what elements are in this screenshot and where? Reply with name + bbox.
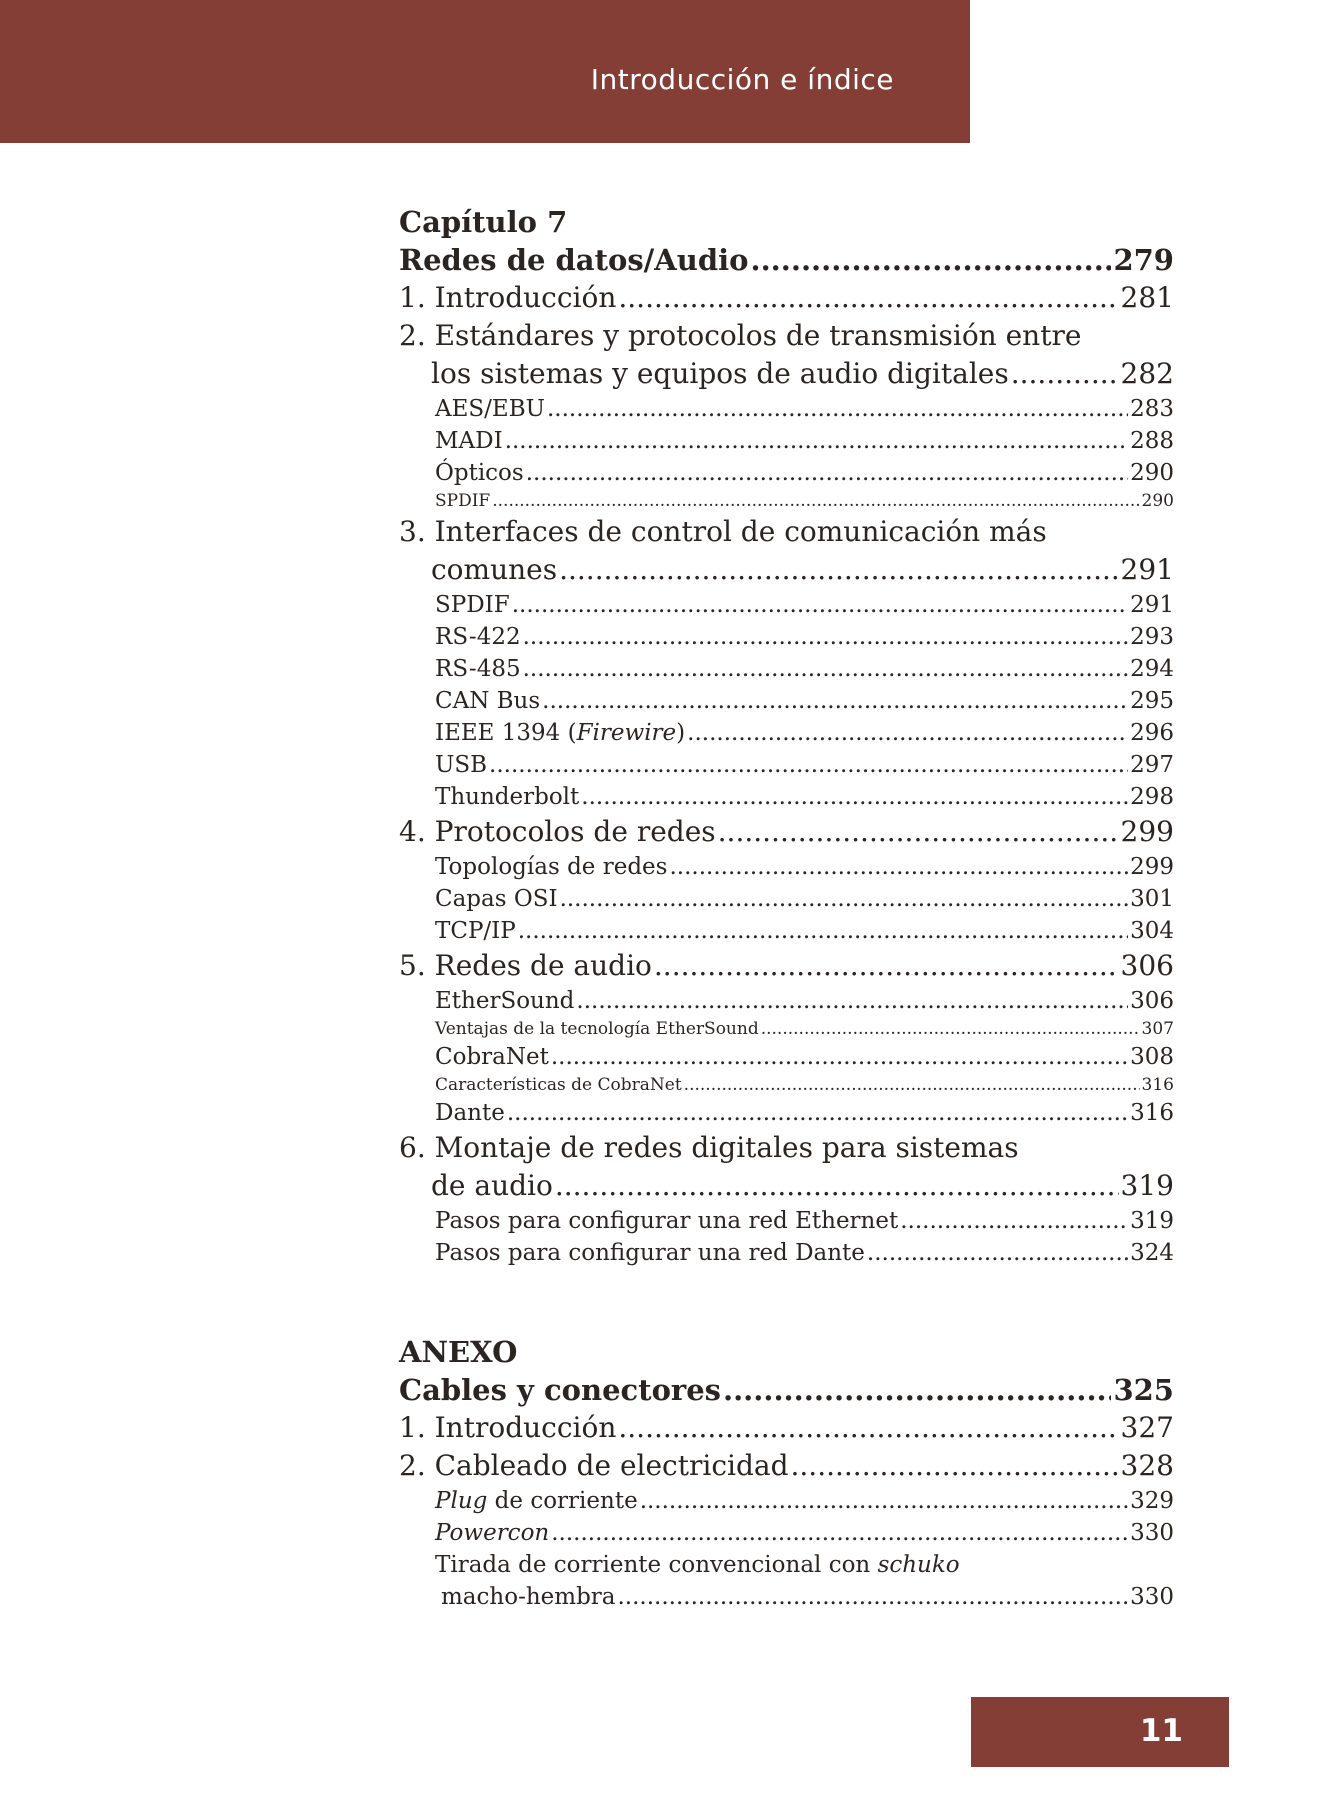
toc-entry-text: TCP/IP: [435, 918, 516, 944]
toc-entry-text: Tirada de corriente convencional con: [435, 1552, 878, 1578]
toc-entry-title: [435, 457, 524, 489]
toc-entry-text: Características de CobraNet: [435, 1075, 682, 1095]
toc-entry: [399, 1237, 1174, 1269]
toc-entry-page: 330: [1130, 1584, 1174, 1610]
toc-entry-text: Capas OSI: [435, 886, 558, 912]
dot-leader: [523, 621, 1129, 653]
toc-entry-page: 295: [1130, 688, 1174, 714]
toc-entry-title: [399, 241, 748, 279]
toc-entry-title: [435, 1097, 505, 1129]
toc-entry-title: [399, 1409, 616, 1447]
toc-entry-title: [435, 749, 487, 781]
toc-entry-page: 291: [1130, 592, 1174, 618]
toc-entry: [399, 851, 1174, 883]
table-of-contents: [399, 203, 1174, 1677]
section-heading: Capítulo 7: [399, 205, 568, 239]
toc-entry-text: comunes: [431, 553, 558, 586]
toc-entry-text: MADI: [435, 428, 503, 454]
toc-entry-title: [435, 915, 516, 947]
toc-entry-text: Topologías de redes: [435, 854, 668, 880]
dot-leader: [750, 241, 1111, 279]
dot-leader: [542, 685, 1128, 717]
toc-entry-title: [435, 425, 503, 457]
toc-entry: [399, 513, 1174, 551]
toc-entry-text: 4. Protocolos de redes: [399, 815, 716, 848]
toc-entry-title: [435, 985, 574, 1017]
toc-entry-title: [435, 1041, 549, 1073]
toc-entry-text: SPDIF: [435, 491, 491, 511]
dot-leader: [492, 489, 1139, 513]
dot-leader: [551, 1517, 1128, 1549]
dot-leader: [867, 1237, 1128, 1269]
toc-entry-text: Redes de datos/Audio: [399, 243, 749, 277]
toc-entry-title: [435, 1237, 865, 1269]
toc-entry-title: [431, 1167, 553, 1205]
toc-entry-page: 327: [1120, 1411, 1174, 1444]
dot-leader: [618, 1581, 1129, 1613]
dot-leader: [761, 1017, 1140, 1041]
toc-entry: [399, 749, 1174, 781]
toc-entry-text: Cables y conectores: [399, 1373, 721, 1407]
toc-entry-page: 299: [1130, 854, 1174, 880]
toc-entry: [399, 1073, 1174, 1097]
toc-entry-title: [435, 883, 558, 915]
toc-entry-page: 329: [1130, 1488, 1174, 1514]
toc-entry: [399, 393, 1174, 425]
toc-entry: [399, 947, 1174, 985]
toc-entry-page: 283: [1130, 396, 1174, 422]
toc-entry: [399, 1409, 1174, 1447]
toc-entry-title: [399, 1371, 721, 1409]
toc-entry-text: Thunderbolt: [435, 784, 580, 810]
toc-entry-title: [399, 279, 616, 317]
toc-entry-title: [435, 1205, 898, 1237]
toc-entry-text: 2. Estándares y protocolos de transmisión entre: [399, 319, 1082, 352]
toc-entry: [399, 813, 1174, 851]
toc-entry-title: [435, 489, 490, 513]
toc-entry-page: 325: [1113, 1373, 1174, 1407]
toc-entry: [399, 985, 1174, 1017]
toc-entry-title: [399, 947, 652, 985]
toc-entry: [399, 1371, 1174, 1409]
toc-entry-title: [435, 1017, 759, 1041]
toc-entry-title: [435, 685, 540, 717]
toc-entry-text: Ventajas de la tecnología EtherSound: [435, 1019, 759, 1039]
toc-entry: [399, 1549, 1174, 1581]
toc-entry: [399, 1581, 1174, 1613]
toc-entry: [399, 425, 1174, 457]
dot-leader: [523, 653, 1129, 685]
dot-leader: [507, 1097, 1128, 1129]
dot-leader: [669, 851, 1128, 883]
toc-entry-title: [441, 1581, 616, 1613]
dot-leader: [489, 749, 1128, 781]
toc-entry-text: de audio: [431, 1169, 553, 1202]
toc-entry: [399, 551, 1174, 589]
toc-entry: [399, 621, 1174, 653]
toc-entry-title: [435, 717, 685, 749]
toc-entry-page: 308: [1130, 1044, 1174, 1070]
toc-entry: [399, 589, 1174, 621]
toc-entry-page: 296: [1130, 720, 1174, 746]
toc-entry-italic: Plug: [435, 1488, 488, 1514]
dot-leader: [900, 1205, 1128, 1237]
dot-leader: [581, 781, 1128, 813]
toc-entry-text: Dante: [435, 1100, 505, 1126]
toc-entry-page: 330: [1130, 1520, 1174, 1546]
toc-entry-italic: schuko: [877, 1552, 960, 1578]
dot-leader: [684, 1073, 1140, 1097]
dot-leader: [1011, 355, 1119, 393]
toc-entry-page: 328: [1120, 1449, 1174, 1482]
toc-entry-page: 297: [1130, 752, 1174, 778]
header-band: [0, 0, 970, 143]
toc-entry-text: Ópticos: [435, 460, 524, 486]
toc-entry-text: de corriente: [487, 1488, 638, 1514]
toc-entry-page: 294: [1130, 656, 1174, 682]
toc-entry-text: 1. Introducción: [399, 1411, 617, 1444]
toc-entry-page: 304: [1130, 918, 1174, 944]
header-title: Introducción e índice: [590, 63, 894, 96]
toc-entry-italic: Firewire: [576, 720, 677, 746]
toc-entry-title: [435, 1073, 682, 1097]
toc-entry-text: IEEE 1394 (: [435, 720, 577, 746]
toc-entry-page: 306: [1130, 988, 1174, 1014]
dot-leader: [555, 1167, 1119, 1205]
toc-entry-text: 1. Introducción: [399, 281, 617, 314]
toc-section: [399, 203, 1174, 1269]
section-heading: ANEXO: [399, 1335, 518, 1369]
dot-leader: [518, 915, 1128, 947]
toc-entry-text: RS-485: [435, 656, 521, 682]
dot-leader: [640, 1485, 1128, 1517]
dot-leader: [718, 813, 1119, 851]
toc-entry-page: 301: [1130, 886, 1174, 912]
dot-leader: [723, 1371, 1111, 1409]
toc-entry: [399, 915, 1174, 947]
toc-entry-title: [435, 589, 510, 621]
toc-entry-text: Pasos para configurar una red Ethernet: [435, 1208, 899, 1234]
toc-entry-title: [435, 393, 545, 425]
toc-entry-title: [431, 551, 557, 589]
toc-entry-text: los sistemas y equipos de audio digitales: [431, 357, 1009, 390]
toc-entry-page: 299: [1120, 815, 1174, 848]
dot-leader: [576, 985, 1128, 1017]
toc-entry-page: 316: [1141, 1075, 1174, 1095]
toc-entry-page: 319: [1120, 1169, 1174, 1202]
dot-leader: [618, 279, 1118, 317]
toc-entry-suffix: ): [676, 720, 686, 746]
toc-entry-text: 6. Montaje de redes digitales para sistemas: [399, 1131, 1019, 1164]
toc-entry: [399, 685, 1174, 717]
toc-entry: [399, 1017, 1174, 1041]
toc-entry-title: [399, 1131, 1019, 1164]
toc-entry: [399, 717, 1174, 749]
toc-entry: [399, 317, 1174, 355]
dot-leader: [505, 425, 1128, 457]
page-badge: [971, 1697, 1229, 1767]
toc-entry-title: [435, 1552, 960, 1578]
toc-entry-page: 279: [1113, 243, 1174, 277]
dot-leader: [791, 1447, 1119, 1485]
toc-entry: [399, 781, 1174, 813]
toc-entry-title: [435, 1517, 549, 1549]
toc-entry-text: macho-hembra: [441, 1584, 616, 1610]
toc-entry-title: [399, 319, 1081, 352]
toc-entry-title: [435, 851, 667, 883]
toc-entry-text: CAN Bus: [435, 688, 541, 714]
toc-entry: [399, 489, 1174, 513]
toc-entry-text: USB: [435, 752, 488, 778]
toc-entry: [399, 457, 1174, 489]
toc-entry-text: AES/EBU: [435, 396, 545, 422]
toc-entry-page: 282: [1120, 357, 1174, 390]
toc-entry-text: CobraNet: [435, 1044, 549, 1070]
toc-entry: [399, 279, 1174, 317]
toc-entry-title: [431, 355, 1009, 393]
toc-entry-page: 290: [1141, 491, 1174, 511]
toc-entry: [399, 241, 1174, 279]
toc-entry-page: 324: [1130, 1240, 1174, 1266]
toc-entry-page: 319: [1130, 1208, 1174, 1234]
dot-leader: [512, 589, 1128, 621]
toc-entry: [399, 1517, 1174, 1549]
dot-leader: [654, 947, 1119, 985]
toc-entry-title: [399, 813, 716, 851]
toc-entry-text: 2. Cableado de electricidad: [399, 1449, 789, 1482]
toc-entry: [399, 1485, 1174, 1517]
toc-entry-text: 5. Redes de audio: [399, 949, 652, 982]
toc-entry-text: SPDIF: [435, 592, 510, 618]
dot-leader: [551, 1041, 1128, 1073]
toc-entry: [399, 1205, 1174, 1237]
page-number: 11: [1139, 1713, 1183, 1749]
toc-entry-page: 298: [1130, 784, 1174, 810]
dot-leader: [618, 1409, 1118, 1447]
toc-entry: [399, 1041, 1174, 1073]
toc-entry-page: 281: [1120, 281, 1174, 314]
toc-entry: [399, 653, 1174, 685]
toc-section: [399, 1333, 1174, 1613]
toc-entry-page: 291: [1120, 553, 1174, 586]
toc-entry-page: 307: [1141, 1019, 1174, 1039]
toc-entry: [399, 1447, 1174, 1485]
toc-entry-page: 290: [1130, 460, 1174, 486]
toc-entry-title: [435, 621, 521, 653]
toc-entry-page: 306: [1120, 949, 1174, 982]
toc-entry-page: 316: [1130, 1100, 1174, 1126]
toc-entry-text: Pasos para configurar una red Dante: [435, 1240, 865, 1266]
dot-leader: [560, 883, 1129, 915]
dot-leader: [559, 551, 1118, 589]
dot-leader: [547, 393, 1128, 425]
toc-entry-title: [399, 515, 1047, 548]
toc-entry-title: [435, 653, 521, 685]
toc-entry-title: [435, 781, 579, 813]
toc-entry: [399, 1167, 1174, 1205]
toc-entry: [399, 1129, 1174, 1167]
dot-leader: [687, 717, 1128, 749]
toc-entry-text: 3. Interfaces de control de comunicación más: [399, 515, 1047, 548]
toc-entry-title: [399, 1447, 789, 1485]
toc-entry-page: 293: [1130, 624, 1174, 650]
toc-entry: [399, 355, 1174, 393]
toc-entry-text: EtherSound: [435, 988, 575, 1014]
toc-entry-title: [435, 1485, 638, 1517]
toc-entry-italic: Powercon: [435, 1520, 550, 1546]
toc-entry: [399, 883, 1174, 915]
toc-entry-page: 288: [1130, 428, 1174, 454]
dot-leader: [526, 457, 1128, 489]
toc-entry: [399, 1097, 1174, 1129]
toc-entry-text: RS-422: [435, 624, 521, 650]
